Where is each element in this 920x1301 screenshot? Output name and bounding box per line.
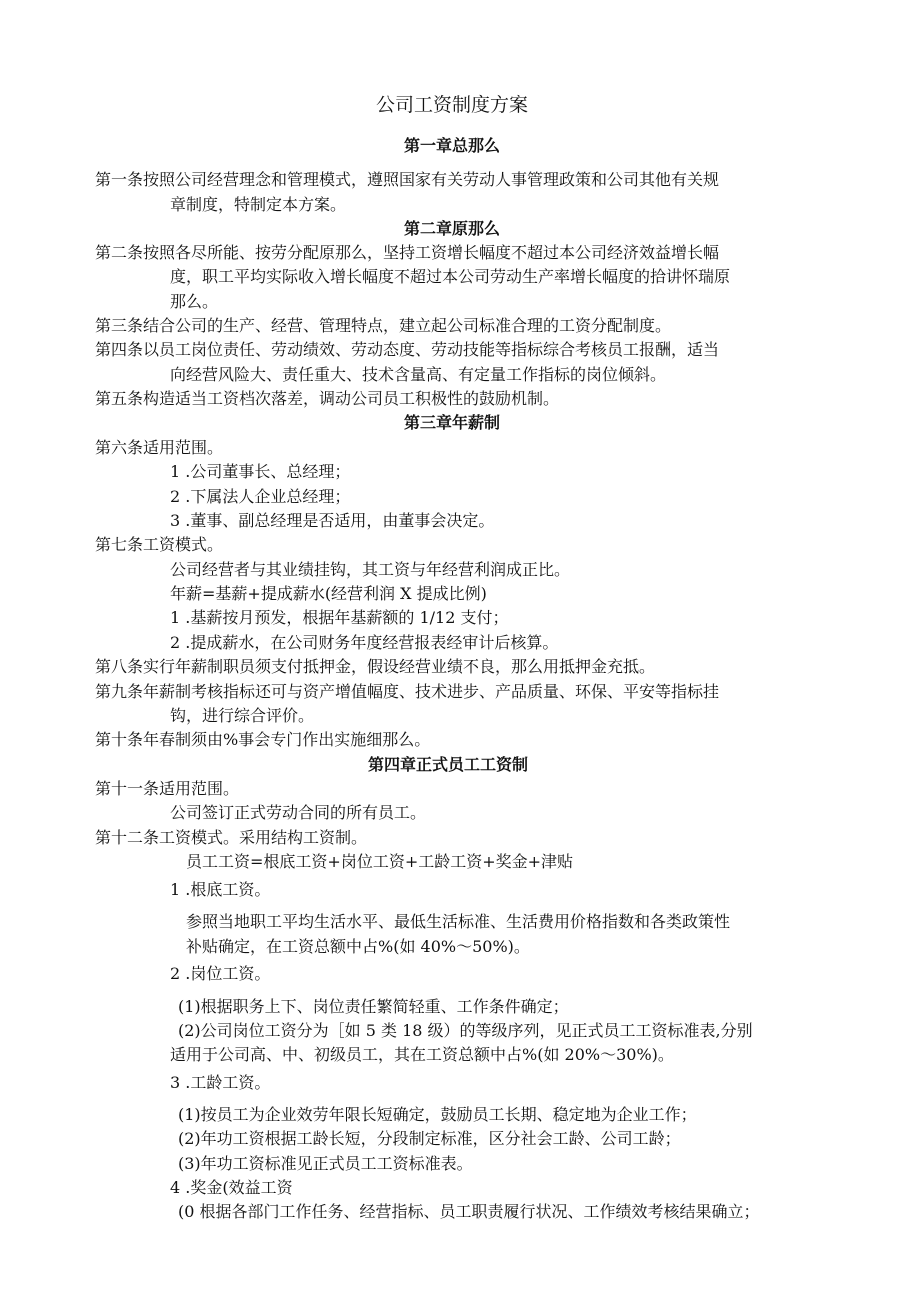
section-4-line-1: (0 根据各部门工作任务、经营指标、员工职责履行状况、工作绩效考核结果确立；	[178, 1202, 760, 1221]
article-8: 第八条实行年薪制职员须支付抵押金，假设经营业绩不良，那么用抵押金充抵。	[95, 657, 656, 676]
article-12-formula: 员工工资=根底工资+岗位工资+工龄工资+奖金+津贴	[186, 852, 574, 871]
article-5: 第五条构造适当工资档次落差，调动公司员工积极性的鼓励机制。	[95, 389, 560, 408]
article-1-line-1: 第一条按照公司经营理念和管理模式，遵照国家有关劳动人事管理政策和公司其他有关规	[95, 170, 720, 189]
section-3-line-1: (1)按员工为企业效劳年限长短确定，鼓励员工长期、稳定地为企业工作；	[178, 1105, 697, 1124]
section-4-heading: 4 .奖金(效益工资	[170, 1178, 293, 1197]
section-1-heading: 1 .根底工资。	[170, 880, 271, 899]
article-2-line-2: 度，职工平均实际收入增长幅度不超过本公司劳动生产率增长幅度的拾讲怀瑞原	[170, 267, 731, 286]
article-6-item-2: 2 .下属法人企业总经理；	[170, 487, 351, 506]
article-3: 第三条结合公司的生产、经营、管理特点，建立起公司标准合理的工资分配制度。	[95, 316, 672, 335]
article-7-paragraph: 公司经营者与其业绩挂钩，其工资与年经营利润成正比。	[170, 560, 571, 579]
article-4-line-1: 第四条以员工岗位责任、劳动绩效、劳动态度、劳动技能等指标综合考核员工报酬，适当	[95, 340, 720, 359]
section-2-line-2: (2)公司岗位工资分为［如 5 类 18 级）的等级序列，见正式员工工资标准表,分别	[178, 1021, 753, 1040]
article-7-formula: 年薪=基薪+提成薪水(经营利润 X 提成比例)	[170, 584, 487, 603]
section-1-line-2: 补贴确定，在工资总额中占%(如 40%～50%)。	[186, 937, 530, 956]
article-7-item-1: 1 .基薪按月预发，根据年基薪额的 1/12 支付；	[170, 608, 509, 627]
article-6-item-3: 3 .董事、副总经理是否适用，由董事会决定。	[170, 511, 495, 530]
article-9-line-1: 第九条年薪制考核指标还可与资产增值幅度、技术进步、产品质量、环保、平安等指标挂	[95, 682, 720, 701]
article-1-line-2: 章制度，特制定本方案。	[170, 195, 347, 214]
section-2-line-1: (1)根据职务上下、岗位责任繁简轻重、工作条件确定；	[178, 997, 569, 1016]
article-9-line-2: 钩，进行综合评价。	[170, 706, 315, 725]
chapter-3-heading: 第三章年薪制	[404, 413, 501, 432]
article-7: 第七条工资模式。	[95, 535, 224, 554]
article-11: 第十一条适用范围。	[95, 779, 240, 798]
article-12: 第十二条工资模式。采用结构工资制。	[95, 828, 368, 847]
article-4-line-2: 向经营风险大、责任重大、技术含量高、有定量工作指标的岗位倾斜。	[170, 365, 667, 384]
article-2-line-3: 那么。	[170, 292, 219, 311]
section-2-heading: 2 .岗位工资。	[170, 964, 271, 983]
chapter-4-heading: 第四章正式员工工资制	[368, 755, 529, 774]
article-7-item-2: 2 .提成薪水，在公司财务年度经营报表经审计后核算。	[170, 633, 559, 652]
article-11-paragraph: 公司签订正式劳动合同的所有员工。	[170, 803, 427, 822]
section-3-line-3: (3)年功工资标准见正式员工工资标准表。	[178, 1154, 473, 1173]
article-2-line-1: 第二条按照各尽所能、按劳分配原那么，坚持工资增长幅度不超过本公司经济效益增长幅	[95, 243, 720, 262]
section-2-line-3: 适用于公司高、中、初级员工，其在工资总额中占%(如 20%～30%)。	[170, 1045, 674, 1064]
section-3-heading: 3 .工龄工资。	[170, 1073, 271, 1092]
document-title: 公司工资制度方案	[376, 94, 529, 116]
article-6-item-1: 1 .公司董事长、总经理；	[170, 462, 351, 481]
article-10: 第十条年春制须由%事会专门作出实施细那么。	[95, 730, 431, 749]
section-1-line-1: 参照当地职工平均生活水平、最低生活标准、生活费用价格指数和各类政策性	[186, 912, 731, 931]
section-3-line-2: (2)年功工资根据工龄长短，分段制定标准，区分社会工龄、公司工龄；	[178, 1129, 681, 1148]
chapter-2-heading: 第二章原那么	[404, 219, 501, 238]
article-6: 第六条适用范围。	[95, 438, 224, 457]
chapter-1-heading: 第一章总那么	[404, 136, 501, 155]
